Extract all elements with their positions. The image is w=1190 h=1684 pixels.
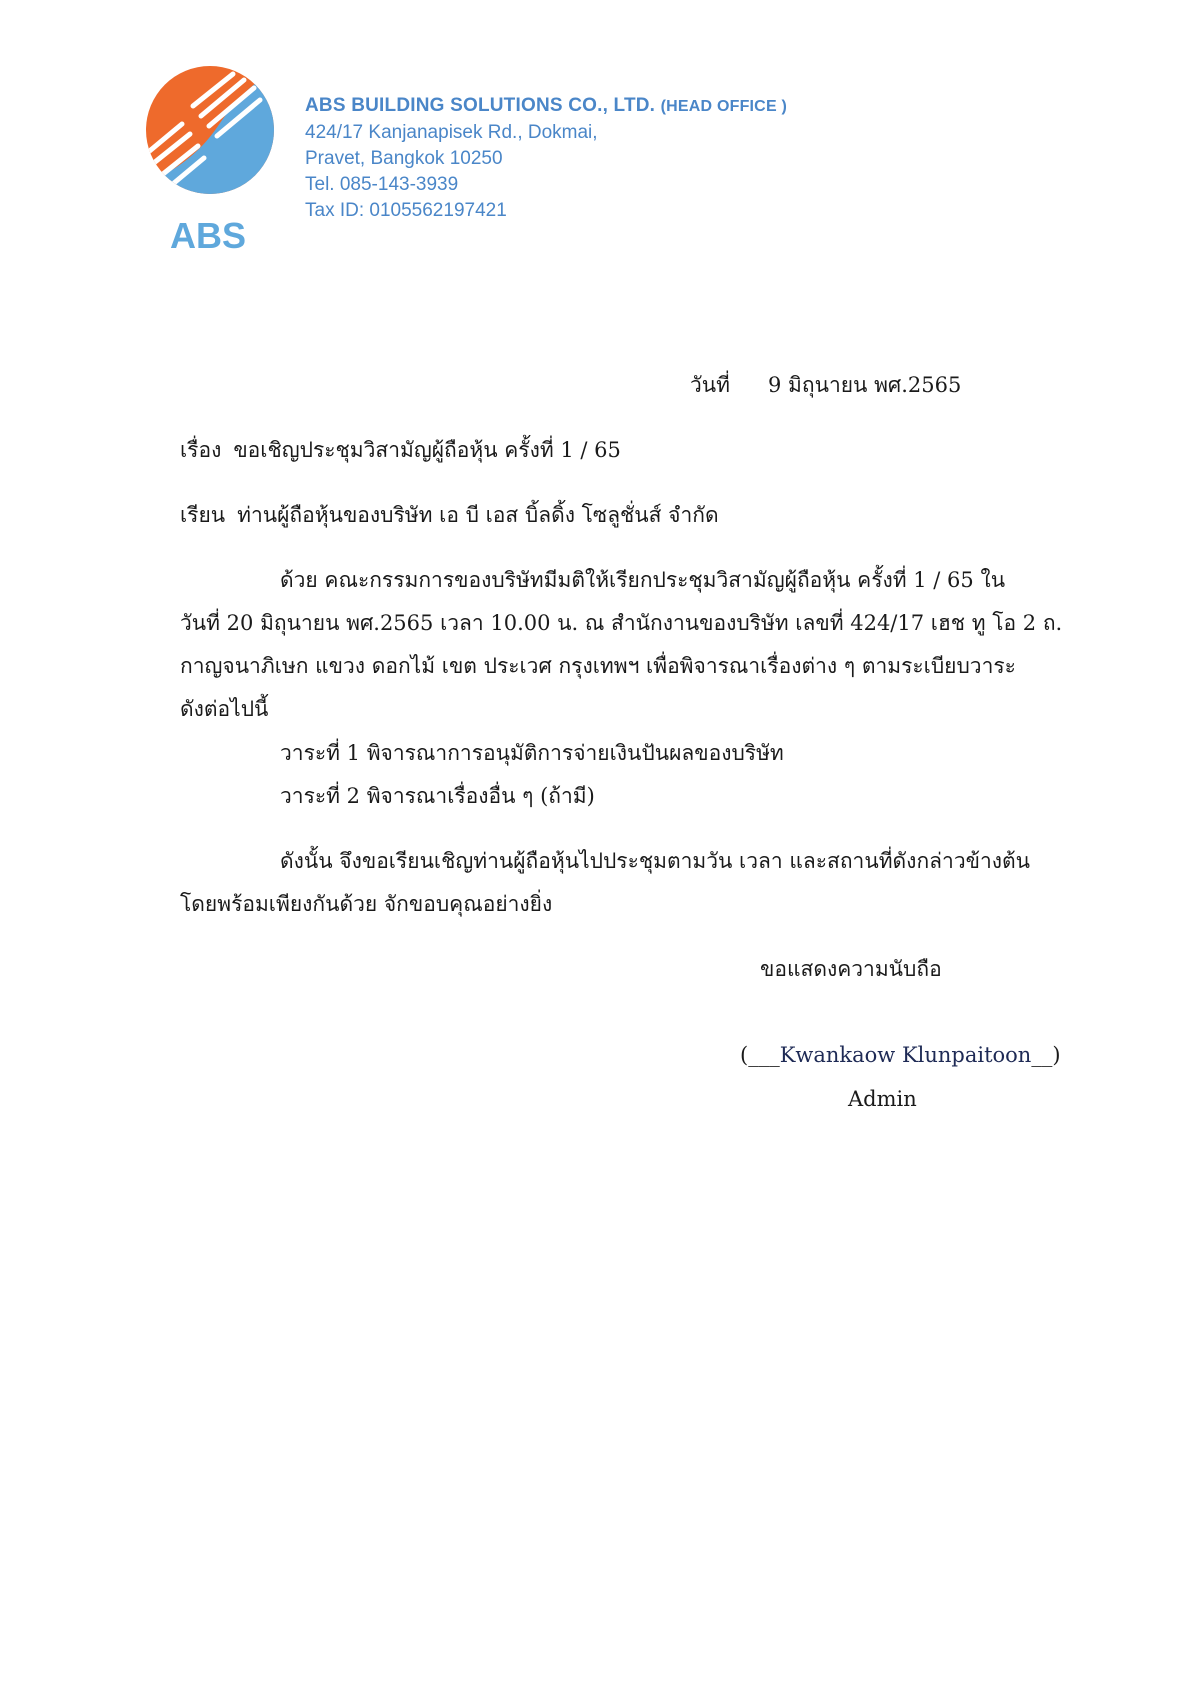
letterhead <box>305 93 787 224</box>
signature-name: Kwankaow Klunpaitoon <box>779 1043 1032 1067</box>
body-paragraph-1-line-1: ด้วย คณะกรรมการของบริษัทมีมติให้เรียกประชุมวิสามัญผู้ถือหุ้น ครั้งที่ 1 / 65 ใน <box>280 568 1006 592</box>
body-paragraph-2-line-1: ดังนั้น จึงขอเรียนเชิญท่านผู้ถือหุ้นไปประชุมตามวัน เวลา และสถานที่ดังกล่าวข้างต้น <box>280 849 1031 873</box>
agenda-item-2: วาระที่ 2 พิจารณาเรื่องอื่น ๆ (ถ้ามี) <box>280 784 595 808</box>
office-label: (HEAD OFFICE ) <box>660 98 787 115</box>
signature-open: (___ <box>740 1043 780 1067</box>
signature-line <box>740 1041 1061 1069</box>
logo-text: ABS <box>169 215 247 256</box>
subject-label: เรื่อง <box>180 438 222 462</box>
tax-id: Tax ID: 0105562197421 <box>305 200 507 221</box>
address-line-2: Pravet, Bangkok 10250 <box>305 148 503 169</box>
body-paragraph-1-line-3: กาญจนาภิเษก แขวง ดอกไม้ เขต ประเวศ กรุงเทพฯ เพื่อพิจารณาเรื่องต่าง ๆ ตามระเบียบวาระ <box>180 654 1016 678</box>
telephone: Tel. 085-143-3939 <box>305 174 459 195</box>
body-paragraph-1-line-2: วันที่ 20 มิถุนายน พศ.2565 เวลา 10.00 น. ณ สำนักงานของบริษัท เลขที่ 424/17 เฮช ทู โอ 2 ถ. <box>180 611 1063 635</box>
recipient-label: เรียน <box>180 503 226 527</box>
address-line-1: 424/17 Kanjanapisek Rd., Dokmai, <box>305 122 598 143</box>
date-label: วันที่ <box>690 373 730 397</box>
body-paragraph-2-line-2: โดยพร้อมเพียงกันด้วย จักขอบคุณอย่างยิ่ง <box>180 892 553 916</box>
abs-logo <box>138 66 288 256</box>
recipient-row <box>180 501 719 529</box>
agenda-item-1: วาระที่ 1 พิจารณาการอนุมัติการจ่ายเงินปันผลของบริษัท <box>280 741 784 765</box>
company-name <box>305 93 787 120</box>
recipient-text: ท่านผู้ถือหุ้นของบริษัท เอ บี เอส บิ้ลดิ้ง โซลูชั่นส์ จำกัด <box>237 503 719 527</box>
body-paragraph-1-line-4: ดังต่อไปนี้ <box>180 697 269 721</box>
company-name-text: ABS BUILDING SOLUTIONS CO., LTD. <box>305 95 656 116</box>
signature-close: __) <box>1031 1043 1061 1067</box>
date-row <box>690 371 961 399</box>
subject-text: ขอเชิญประชุมวิสามัญผู้ถือหุ้น ครั้งที่ 1 / 65 <box>233 438 621 462</box>
subject-row <box>180 436 621 464</box>
closing-phrase: ขอแสดงความนับถือ <box>760 957 942 981</box>
date-value: 9 มิถุนายน พศ.2565 <box>768 373 962 397</box>
signer-title: Admin <box>848 1087 917 1111</box>
